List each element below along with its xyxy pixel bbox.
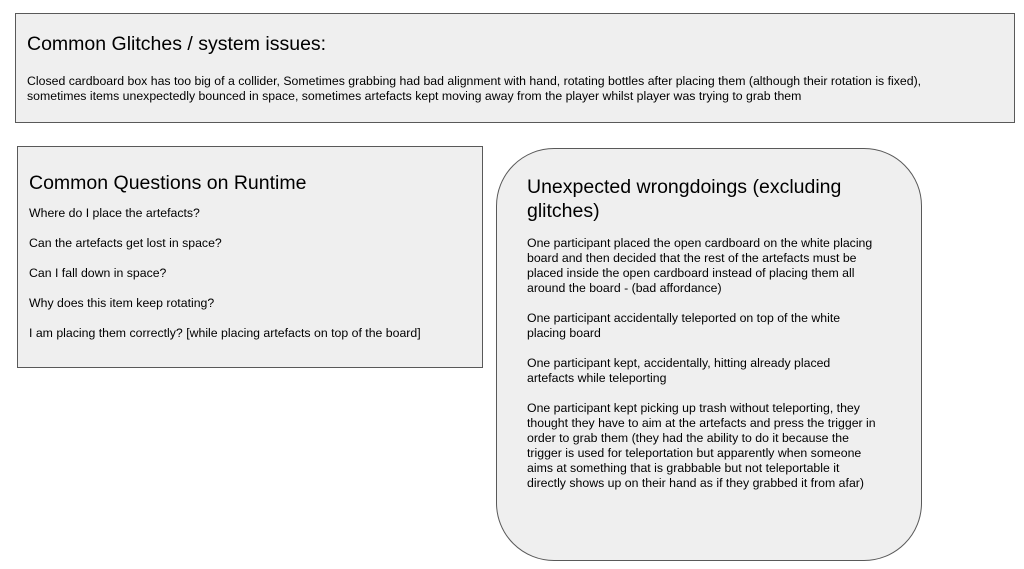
paragraph-line: thought they have to aim at the artefacts and press the trigger in [527, 416, 876, 430]
question-item: Why does this item keep rotating? [29, 296, 215, 310]
wrongdoings-title [527, 175, 901, 223]
paragraph-line: directly shows up on their hand as if they grabbed it from afar) [527, 476, 864, 490]
paragraph-line: aims at something that is grabbable but not teleportable it [527, 461, 840, 475]
paragraph-line: One participant placed the open cardboard on the white placing [527, 236, 873, 250]
wrongdoing-paragraph [527, 236, 901, 296]
paragraph-line: order to grab them (they had the ability to do it because the [527, 431, 849, 445]
question-item: Can the artefacts get lost in space? [29, 236, 222, 250]
paragraph-line: placing board [527, 326, 601, 340]
questions-title: Common Questions on Runtime [29, 172, 307, 194]
paragraph-line: One participant accidentally teleported on top of the white [527, 311, 841, 325]
wrongdoing-paragraph [527, 311, 901, 341]
glitches-body-line: sometimes items unexpectedly bounced in space, sometimes artefacts kept moving away from the player whilst player was trying to grab them [27, 89, 802, 103]
paragraph-line: placed inside the open cardboard instead of placing them all [527, 266, 855, 280]
paragraph-line: artefacts while teleporting [527, 371, 667, 385]
wrongdoings-box [496, 148, 922, 561]
paragraph-line: One participant kept picking up trash without teleporting, they [527, 401, 860, 415]
questions-box [17, 146, 483, 368]
glitches-body [27, 74, 1004, 104]
question-item: Where do I place the artefacts? [29, 206, 200, 220]
question-item: I am placing them correctly? [while placing artefacts on top of the board] [29, 326, 421, 340]
glitches-body-line: Closed cardboard box has too big of a collider, Sometimes grabbing had bad alignment with hand, rotating bottles after placing them (although their rotation is fixed), [27, 74, 922, 88]
wrongdoings-title-line: Unexpected wrongdoings (excluding [527, 176, 842, 198]
paragraph-line: board and then decided that the rest of the artefacts must be [527, 251, 857, 265]
paragraph-line: around the board - (bad affordance) [527, 281, 722, 295]
wrongdoings-title-line: glitches) [527, 200, 600, 222]
paragraph-line: trigger is used for teleportation but apparently when someone [527, 446, 862, 460]
glitches-box [15, 13, 1015, 123]
wrongdoing-paragraph [527, 401, 901, 491]
wrongdoing-paragraph [527, 356, 901, 386]
paragraph-line: One participant kept, accidentally, hitting already placed [527, 356, 831, 370]
glitches-title: Common Glitches / system issues: [27, 33, 327, 55]
question-item: Can I fall down in space? [29, 266, 167, 280]
